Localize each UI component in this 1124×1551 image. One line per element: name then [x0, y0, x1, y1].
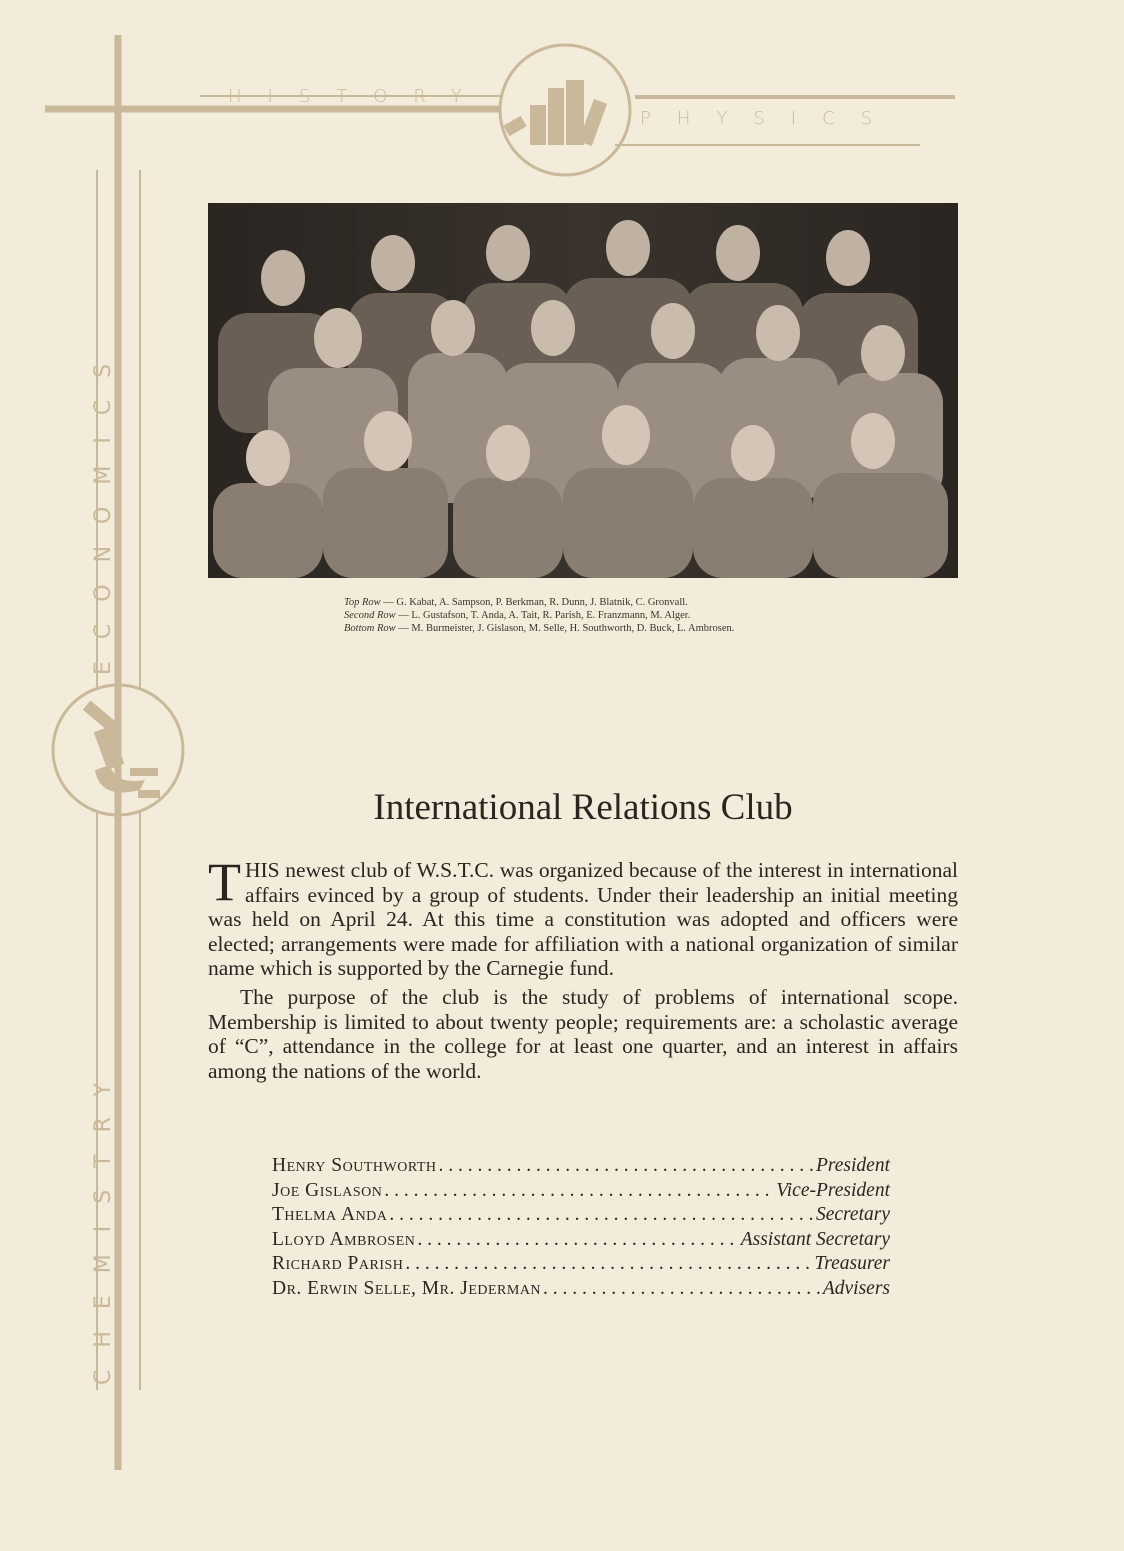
officer-row: Thelma Anda . . . Secretary: [272, 1203, 890, 1228]
chemistry-ornament-word: CHEMISTRY: [91, 1061, 116, 1385]
paragraph-2: The purpose of the club is the study of problems of international scope. Membership is limited to about twenty people; requirements are: a scholastic average of “C”, attendance in the college for at least one quarter, and an interest in affairs among the nations of the world.: [208, 984, 958, 1083]
photo-caption: [344, 596, 904, 635]
paragraph-1: THIS newest club of W.S.T.C. was organized because of the interest in international affairs evinced by a group of students. Under their leadership an initial meeting was held on April 24. At this time a constitution was adopted and officers were elected; arrangements were made for affiliation with a national organization of similar name which is supported by the Carnegie fund.: [208, 852, 958, 981]
page-title: International Relations Club: [373, 787, 793, 828]
books-emblem: [503, 80, 607, 146]
drop-cap: T: [208, 852, 241, 912]
history-ornament-word: HISTORY: [228, 86, 488, 107]
caption-top-row: Top Row — G. Kabat, A. Sampson, P. Berkman, R. Dunn, J. Blatnik, C. Gronvall.: [344, 597, 688, 608]
article-body: [208, 852, 958, 1083]
caption-bottom-row: Bottom Row — M. Burmeister, J. Gislason, M. Selle, H. Southworth, D. Buck, L. Ambrosen.: [344, 623, 735, 634]
officer-row: Richard Parish . . . Treasurer: [272, 1252, 890, 1277]
officers-list: [272, 1154, 890, 1302]
physics-ornament-word: PHYSICS: [640, 108, 899, 129]
caption-second-row: Second Row — L. Gustafson, T. Anda, A. Tait, R. Parish, E. Franzmann, M. Alger.: [344, 610, 691, 621]
economics-ornament-word: ECONOMICS: [91, 341, 116, 675]
officer-row: Lloyd Ambrosen . . . Assistant Secretary: [272, 1228, 890, 1253]
officer-row: Dr. Erwin Selle, Mr. Jederman . . . Advisers: [272, 1277, 890, 1302]
officer-row: Joe Gislason . . . Vice-President: [272, 1179, 890, 1204]
officer-row: Henry Southworth . . . President: [272, 1154, 890, 1179]
club-group-photo: [208, 203, 958, 578]
